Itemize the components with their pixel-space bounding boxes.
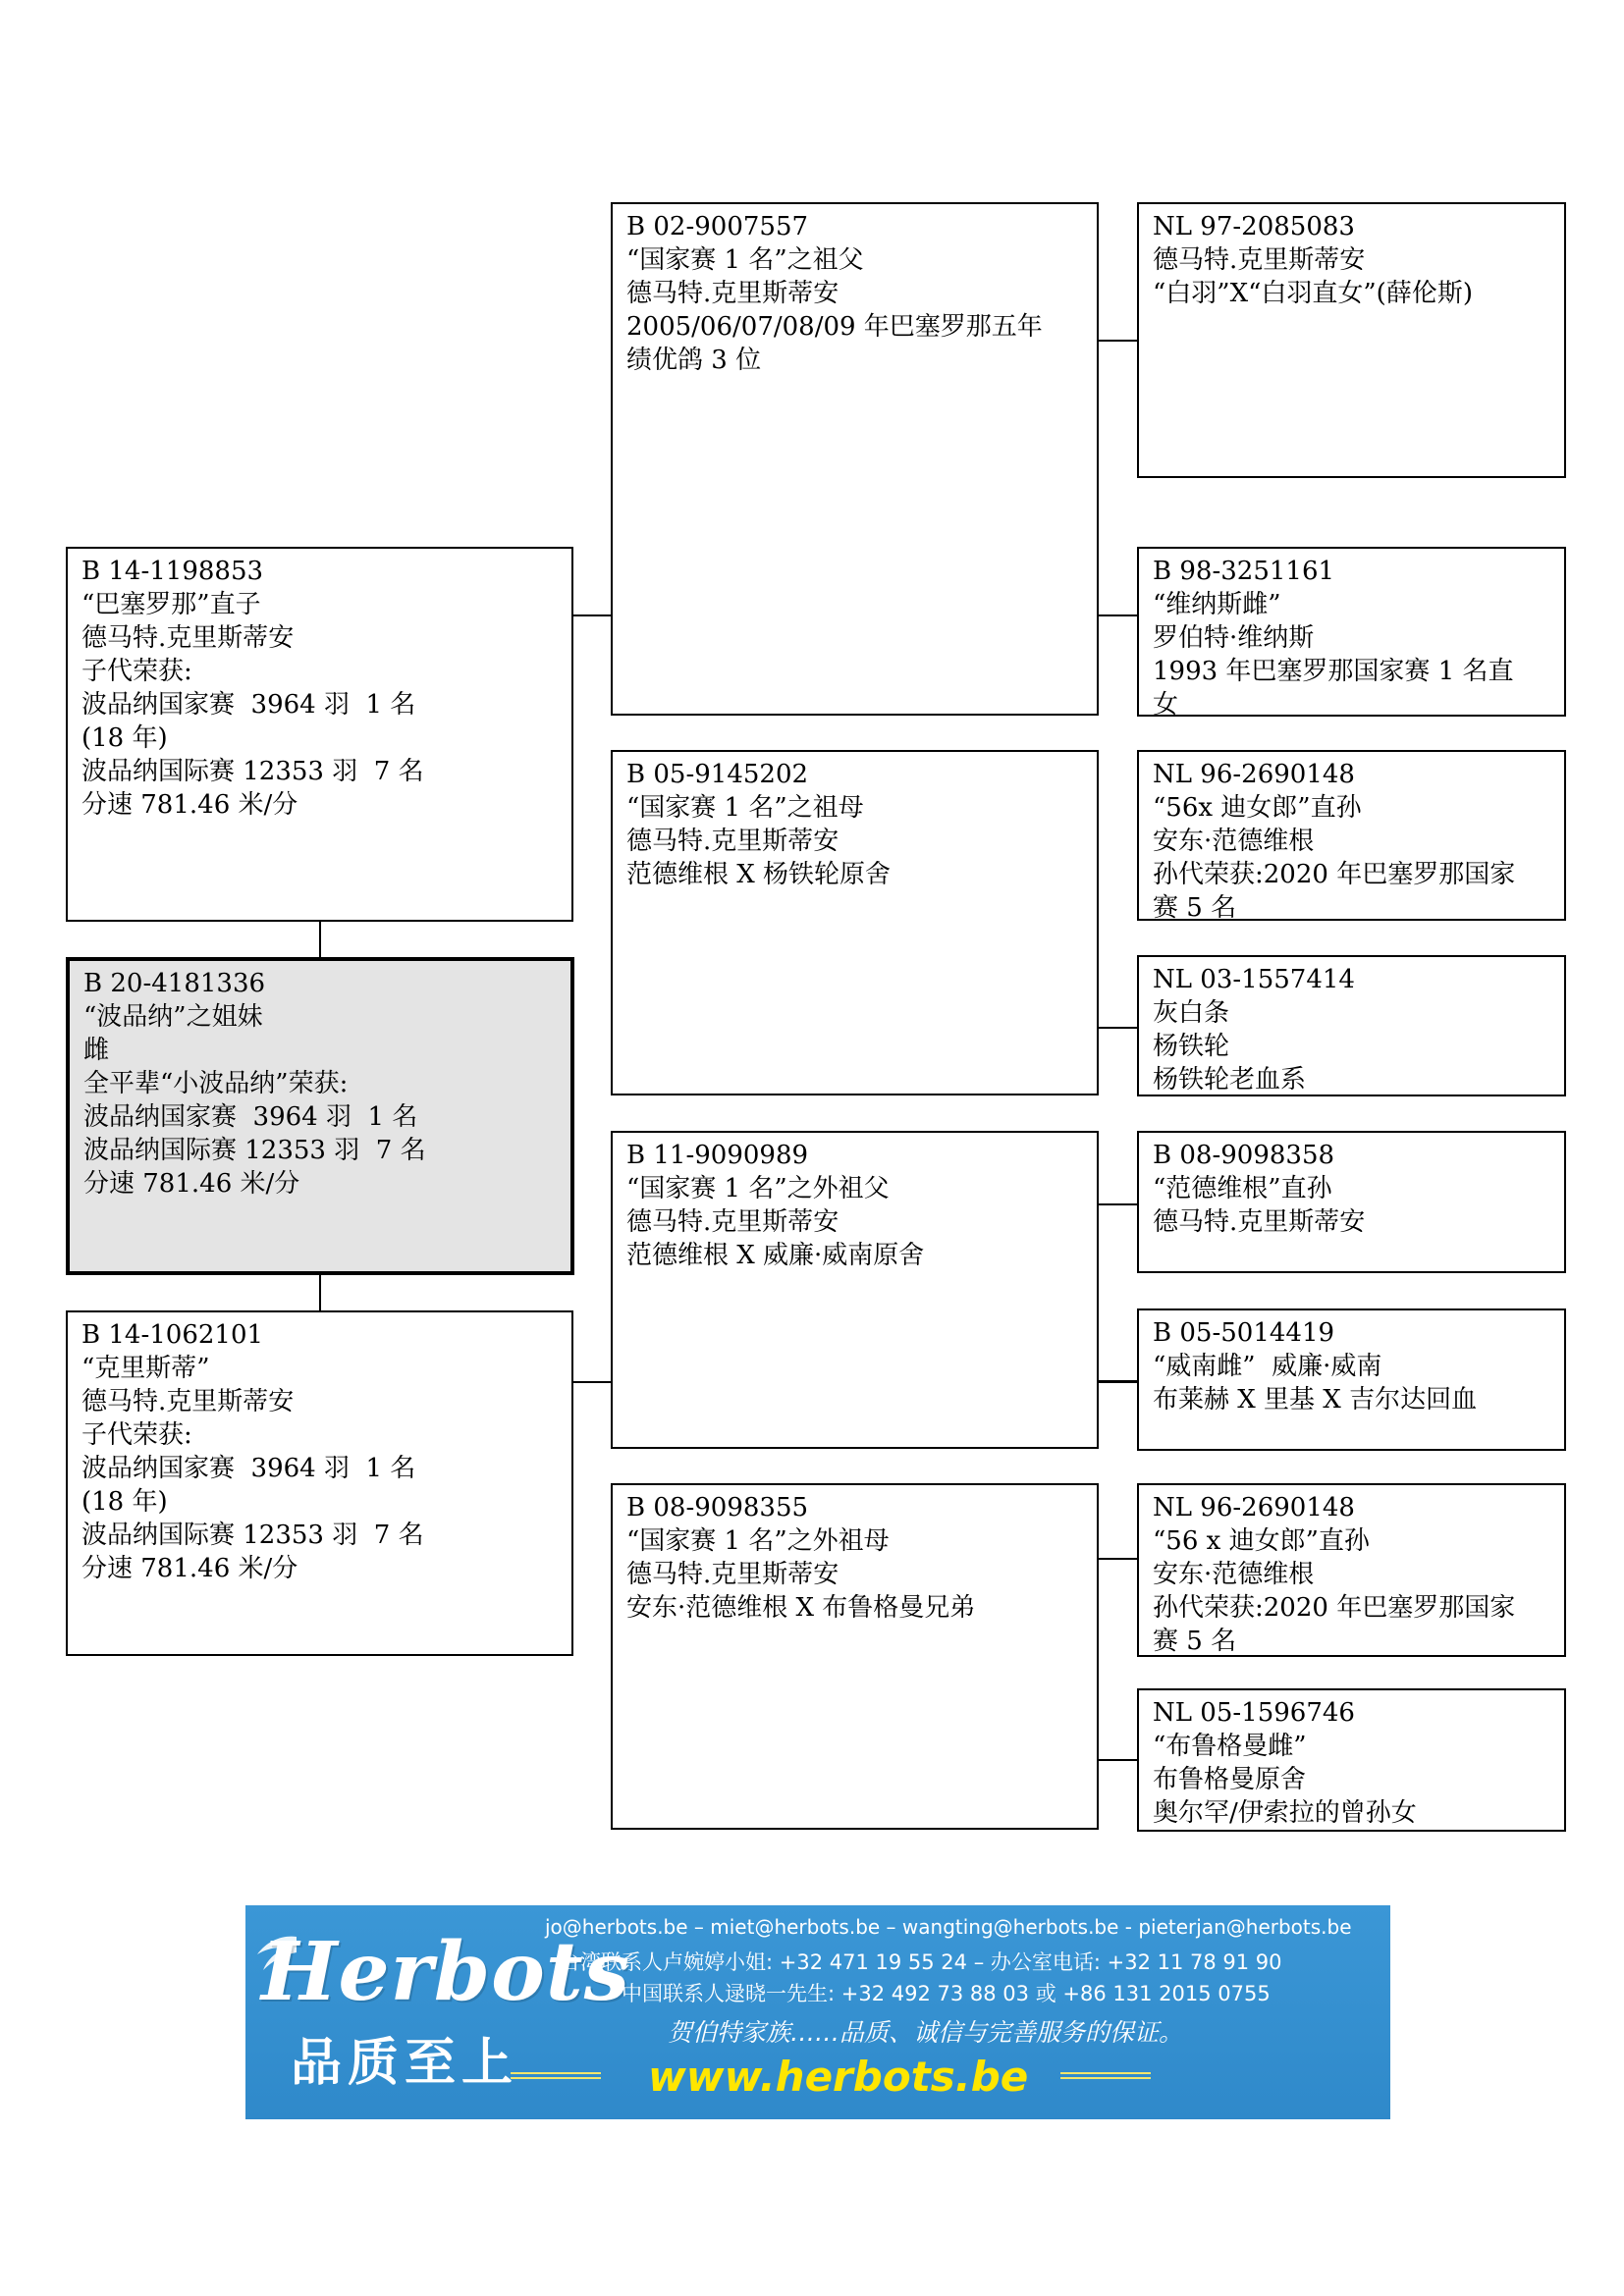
great-grandparent-line: 孙代荣获:2020 年巴塞罗那国家: [1153, 860, 1516, 889]
great-grandparent-line: 孙代荣获:2020 年巴塞罗那国家: [1153, 1593, 1516, 1623]
grandparent-line: 安东·范德维根 X 布鲁格曼兄弟: [626, 1593, 976, 1623]
divider: [511, 2072, 601, 2079]
great-grandparent-line: 赛 5 名: [1153, 1627, 1237, 1656]
dam-line: (18 年): [81, 1487, 168, 1517]
great-grandparent-line: 罗伯特·维纳斯: [1153, 623, 1315, 653]
connector: [1098, 1759, 1139, 1761]
connector: [1098, 1203, 1139, 1205]
sire-line: 分速 781.46 米/分: [81, 790, 298, 820]
great-grandparent-line: “白羽”X“白羽直女”(薛伦斯): [1153, 279, 1473, 308]
connector: [1098, 1027, 1139, 1029]
subject-line: B 20-4181336: [83, 969, 266, 998]
sire-line: “巴塞罗那”直子: [81, 590, 261, 619]
divider: [1060, 2072, 1151, 2079]
great-grandparent-line: 布鲁格曼原舍: [1153, 1765, 1307, 1794]
grandparent-line: B 08-9098355: [626, 1493, 809, 1522]
grandparent-line: 范德维根 X 杨铁轮原舍: [626, 860, 892, 889]
great-grandparent-line: 安东·范德维根: [1153, 827, 1315, 856]
connector: [1098, 340, 1139, 342]
great-grandparent-line: 杨铁轮老血系: [1153, 1065, 1307, 1095]
great-grandparent-line: “56 x 迪女郎”直孙: [1153, 1526, 1370, 1556]
footer-banner: [245, 1905, 1390, 2119]
great-grandparent-card: [1137, 1308, 1566, 1451]
grandparent-line: 德马特.克里斯蒂安: [626, 1560, 839, 1589]
great-grandparent-card: [1137, 202, 1566, 478]
connector: [571, 614, 613, 616]
granddam-paternal-card: [611, 750, 1099, 1095]
grandparent-line: 德马特.克里斯蒂安: [626, 279, 839, 308]
grandparent-line: 绩优鸽 3 位: [626, 346, 762, 375]
dam-line: 德马特.克里斯蒂安: [81, 1387, 295, 1416]
connector: [571, 1381, 613, 1383]
sire-line: (18 年): [81, 723, 168, 753]
grandparent-line: 范德维根 X 威廉·威南原舍: [626, 1241, 925, 1270]
great-grandparent-line: 德马特.克里斯蒂安: [1153, 1207, 1366, 1237]
great-grandparent-line: 灰白条: [1153, 998, 1230, 1028]
subject-line: 波品纳国际赛 12353 羽 7 名: [83, 1136, 426, 1165]
great-grandparent-line: NL 96-2690148: [1153, 1493, 1355, 1522]
great-grandparent-card: [1137, 1131, 1566, 1273]
great-grandparent-line: “56x 迪女郎”直孙: [1153, 793, 1362, 823]
great-grandparent-line: 赛 5 名: [1153, 893, 1237, 923]
dam-line: 分速 781.46 米/分: [81, 1554, 298, 1583]
subject-line: 波品纳国家赛 3964 羽 1 名: [83, 1102, 418, 1132]
subject-line: 分速 781.46 米/分: [83, 1169, 300, 1199]
grandparent-line: B 05-9145202: [626, 760, 809, 789]
dam-line: B 14-1062101: [81, 1320, 264, 1350]
dam-line: 波品纳国家赛 3964 羽 1 名: [81, 1454, 416, 1483]
great-grandparent-card: [1137, 1483, 1566, 1657]
subject-card: [66, 957, 574, 1275]
grandparent-line: B 11-9090989: [626, 1141, 809, 1170]
great-grandparent-line: NL 96-2690148: [1153, 760, 1355, 789]
email-contacts: jo@herbots.be – miet@herbots.be – wangting@herbots.be - pieterjan@herbots.be: [545, 1915, 1352, 1939]
motto-text: 品质至上: [291, 2034, 519, 2093]
taiwan-contact: 台湾联系人卢婉婷小姐: +32 471 19 55 24 – 办公室电话: +32 11 78 91 90: [560, 1950, 1282, 1974]
great-grandparent-line: NL 97-2085083: [1153, 212, 1355, 241]
great-grandparent-line: B 08-9098358: [1153, 1141, 1335, 1170]
grandparent-line: 德马特.克里斯蒂安: [626, 827, 839, 856]
great-grandparent-line: B 98-3251161: [1153, 557, 1335, 586]
sire-line: 子代荣获:: [81, 657, 192, 686]
grandparent-line: “国家赛 1 名”之外祖母: [626, 1526, 890, 1556]
dam-line: 波品纳国际赛 12353 羽 7 名: [81, 1521, 424, 1550]
herbots-logo: Herbots: [261, 1925, 630, 2019]
great-grandparent-line: 女: [1153, 690, 1179, 720]
great-grandparent-line: 布莱赫 X 里基 X 吉尔达回血: [1153, 1385, 1478, 1415]
grandparent-line: “国家赛 1 名”之外祖父: [626, 1174, 890, 1203]
grandsire-paternal-card: [611, 202, 1099, 716]
sire-card: [66, 547, 573, 922]
slogan-text: 贺伯特家族……品质、诚信与完善服务的保证。: [668, 2018, 1184, 2047]
great-grandparent-line: NL 03-1557414: [1153, 965, 1355, 994]
sire-line: 德马特.克里斯蒂安: [81, 623, 295, 653]
dam-line: 子代荣获:: [81, 1420, 192, 1450]
great-grandparent-line: “布鲁格曼雌”: [1153, 1732, 1307, 1761]
great-grandparent-line: NL 05-1596746: [1153, 1698, 1355, 1728]
connector: [319, 920, 321, 959]
subject-line: 雌: [83, 1036, 110, 1065]
great-grandparent-card: [1137, 750, 1566, 921]
grandparent-line: “国家赛 1 名”之祖母: [626, 793, 864, 823]
connector: [1098, 1380, 1139, 1382]
connector: [1098, 614, 1139, 616]
great-grandparent-line: 奥尔罕/伊索拉的曾孙女: [1153, 1798, 1417, 1828]
great-grandparent-line: 德马特.克里斯蒂安: [1153, 245, 1366, 275]
sire-line: B 14-1198853: [81, 557, 264, 586]
china-contact: 中国联系人逯晓一先生: +32 492 73 88 03 或 +86 131 2015 0755: [622, 1982, 1271, 2005]
connector: [1098, 1558, 1139, 1560]
sire-line: 波品纳国家赛 3964 羽 1 名: [81, 690, 416, 720]
great-grandparent-line: B 05-5014419: [1153, 1318, 1335, 1348]
sire-line: 波品纳国际赛 12353 羽 7 名: [81, 757, 424, 786]
dam-card: [66, 1310, 573, 1656]
great-grandparent-line: 杨铁轮: [1153, 1032, 1230, 1061]
dam-line: “克里斯蒂”: [81, 1354, 210, 1383]
great-grandparent-card: [1137, 955, 1566, 1096]
website-link[interactable]: www.herbots.be: [648, 2053, 1029, 2101]
subject-line: 全平辈“小波品纳”荣获:: [83, 1069, 349, 1098]
great-grandparent-card: [1137, 547, 1566, 720]
great-grandparent-line: 1993 年巴塞罗那国家赛 1 名直: [1153, 657, 1514, 686]
grandparent-line: B 02-9007557: [626, 212, 809, 241]
great-grandparent-line: 安东·范德维根: [1153, 1560, 1315, 1589]
granddam-maternal-card: [611, 1483, 1099, 1830]
grandsire-maternal-card: [611, 1131, 1099, 1449]
great-grandparent-card: [1137, 1688, 1566, 1832]
subject-line: “波品纳”之姐妹: [83, 1002, 263, 1032]
grandparent-line: 德马特.克里斯蒂安: [626, 1207, 839, 1237]
grandparent-line: 2005/06/07/08/09 年巴塞罗那五年: [626, 312, 1043, 342]
great-grandparent-line: “范德维根”直孙: [1153, 1174, 1332, 1203]
connector: [319, 1273, 321, 1312]
grandparent-line: “国家赛 1 名”之祖父: [626, 245, 864, 275]
great-grandparent-line: “威南雌” 威廉·威南: [1153, 1352, 1382, 1381]
great-grandparent-line: “维纳斯雌”: [1153, 590, 1281, 619]
